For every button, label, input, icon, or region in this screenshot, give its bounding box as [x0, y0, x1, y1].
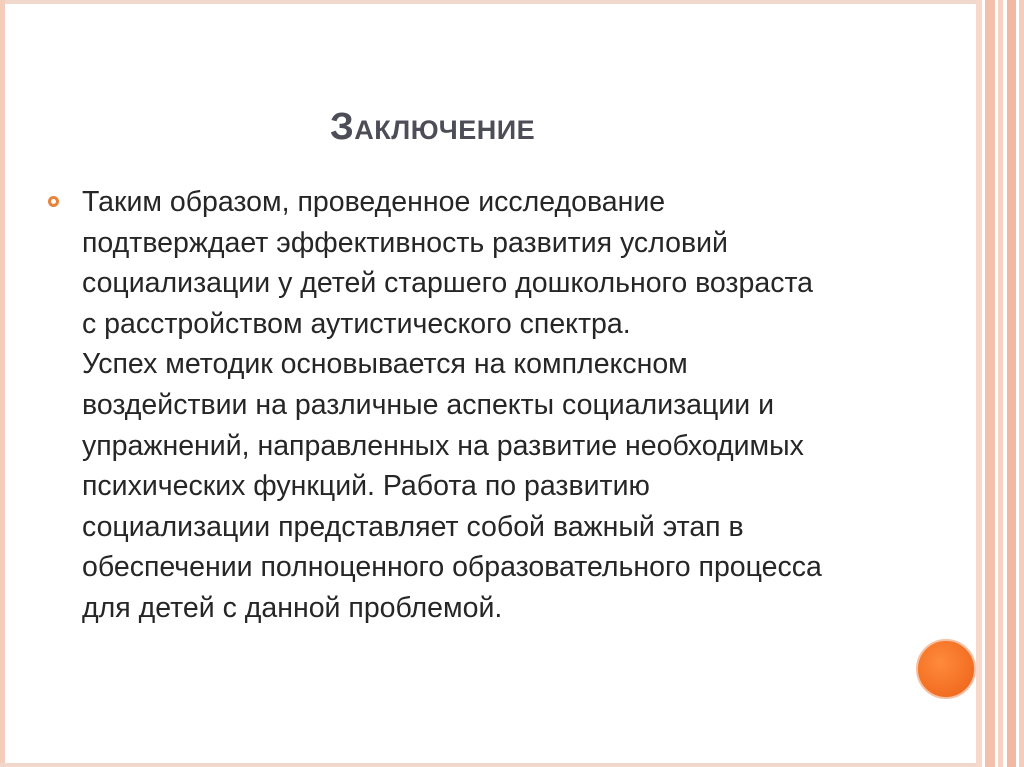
bullet-line: подтверждает эффективность развития условий: [82, 226, 728, 259]
bullet-line: Таким образом, проведенное исследование: [82, 186, 666, 218]
bullet-line: с расстройством аутистического спектра.: [82, 307, 631, 340]
slide-title: Заключение: [330, 106, 536, 148]
bullet-line: обеспечении полноценного образовательного процесса: [82, 551, 822, 584]
bullet-line: психических функций. Работа по развитию: [82, 470, 650, 503]
bullet-line: воздействии на различные аспекты социализации и: [82, 388, 775, 421]
bullet-line: для детей с данной проблемой.: [82, 591, 503, 624]
bullet-line: Успех методик основывается на комплексном: [82, 348, 688, 381]
bullet-line: социализации представляет собой важный этап в: [82, 510, 744, 543]
stripe: [1007, 0, 1016, 767]
frame-left-border: [0, 0, 5, 767]
bullet-text: [82, 182, 822, 629]
orange-circle-decoration: [916, 639, 976, 699]
right-decorative-stripes: [976, 0, 1024, 767]
stripe: [985, 0, 995, 767]
orange-ring-bullet-icon: [48, 196, 59, 207]
stripe: [1019, 0, 1024, 767]
bullet-line: социализации у детей старшего дошкольного возраста: [82, 267, 814, 300]
frame-top-border: [0, 0, 1024, 4]
bullet-line: упражнений, направленных на развитие необходимых: [82, 429, 804, 462]
frame-bottom-border: [0, 763, 1024, 767]
